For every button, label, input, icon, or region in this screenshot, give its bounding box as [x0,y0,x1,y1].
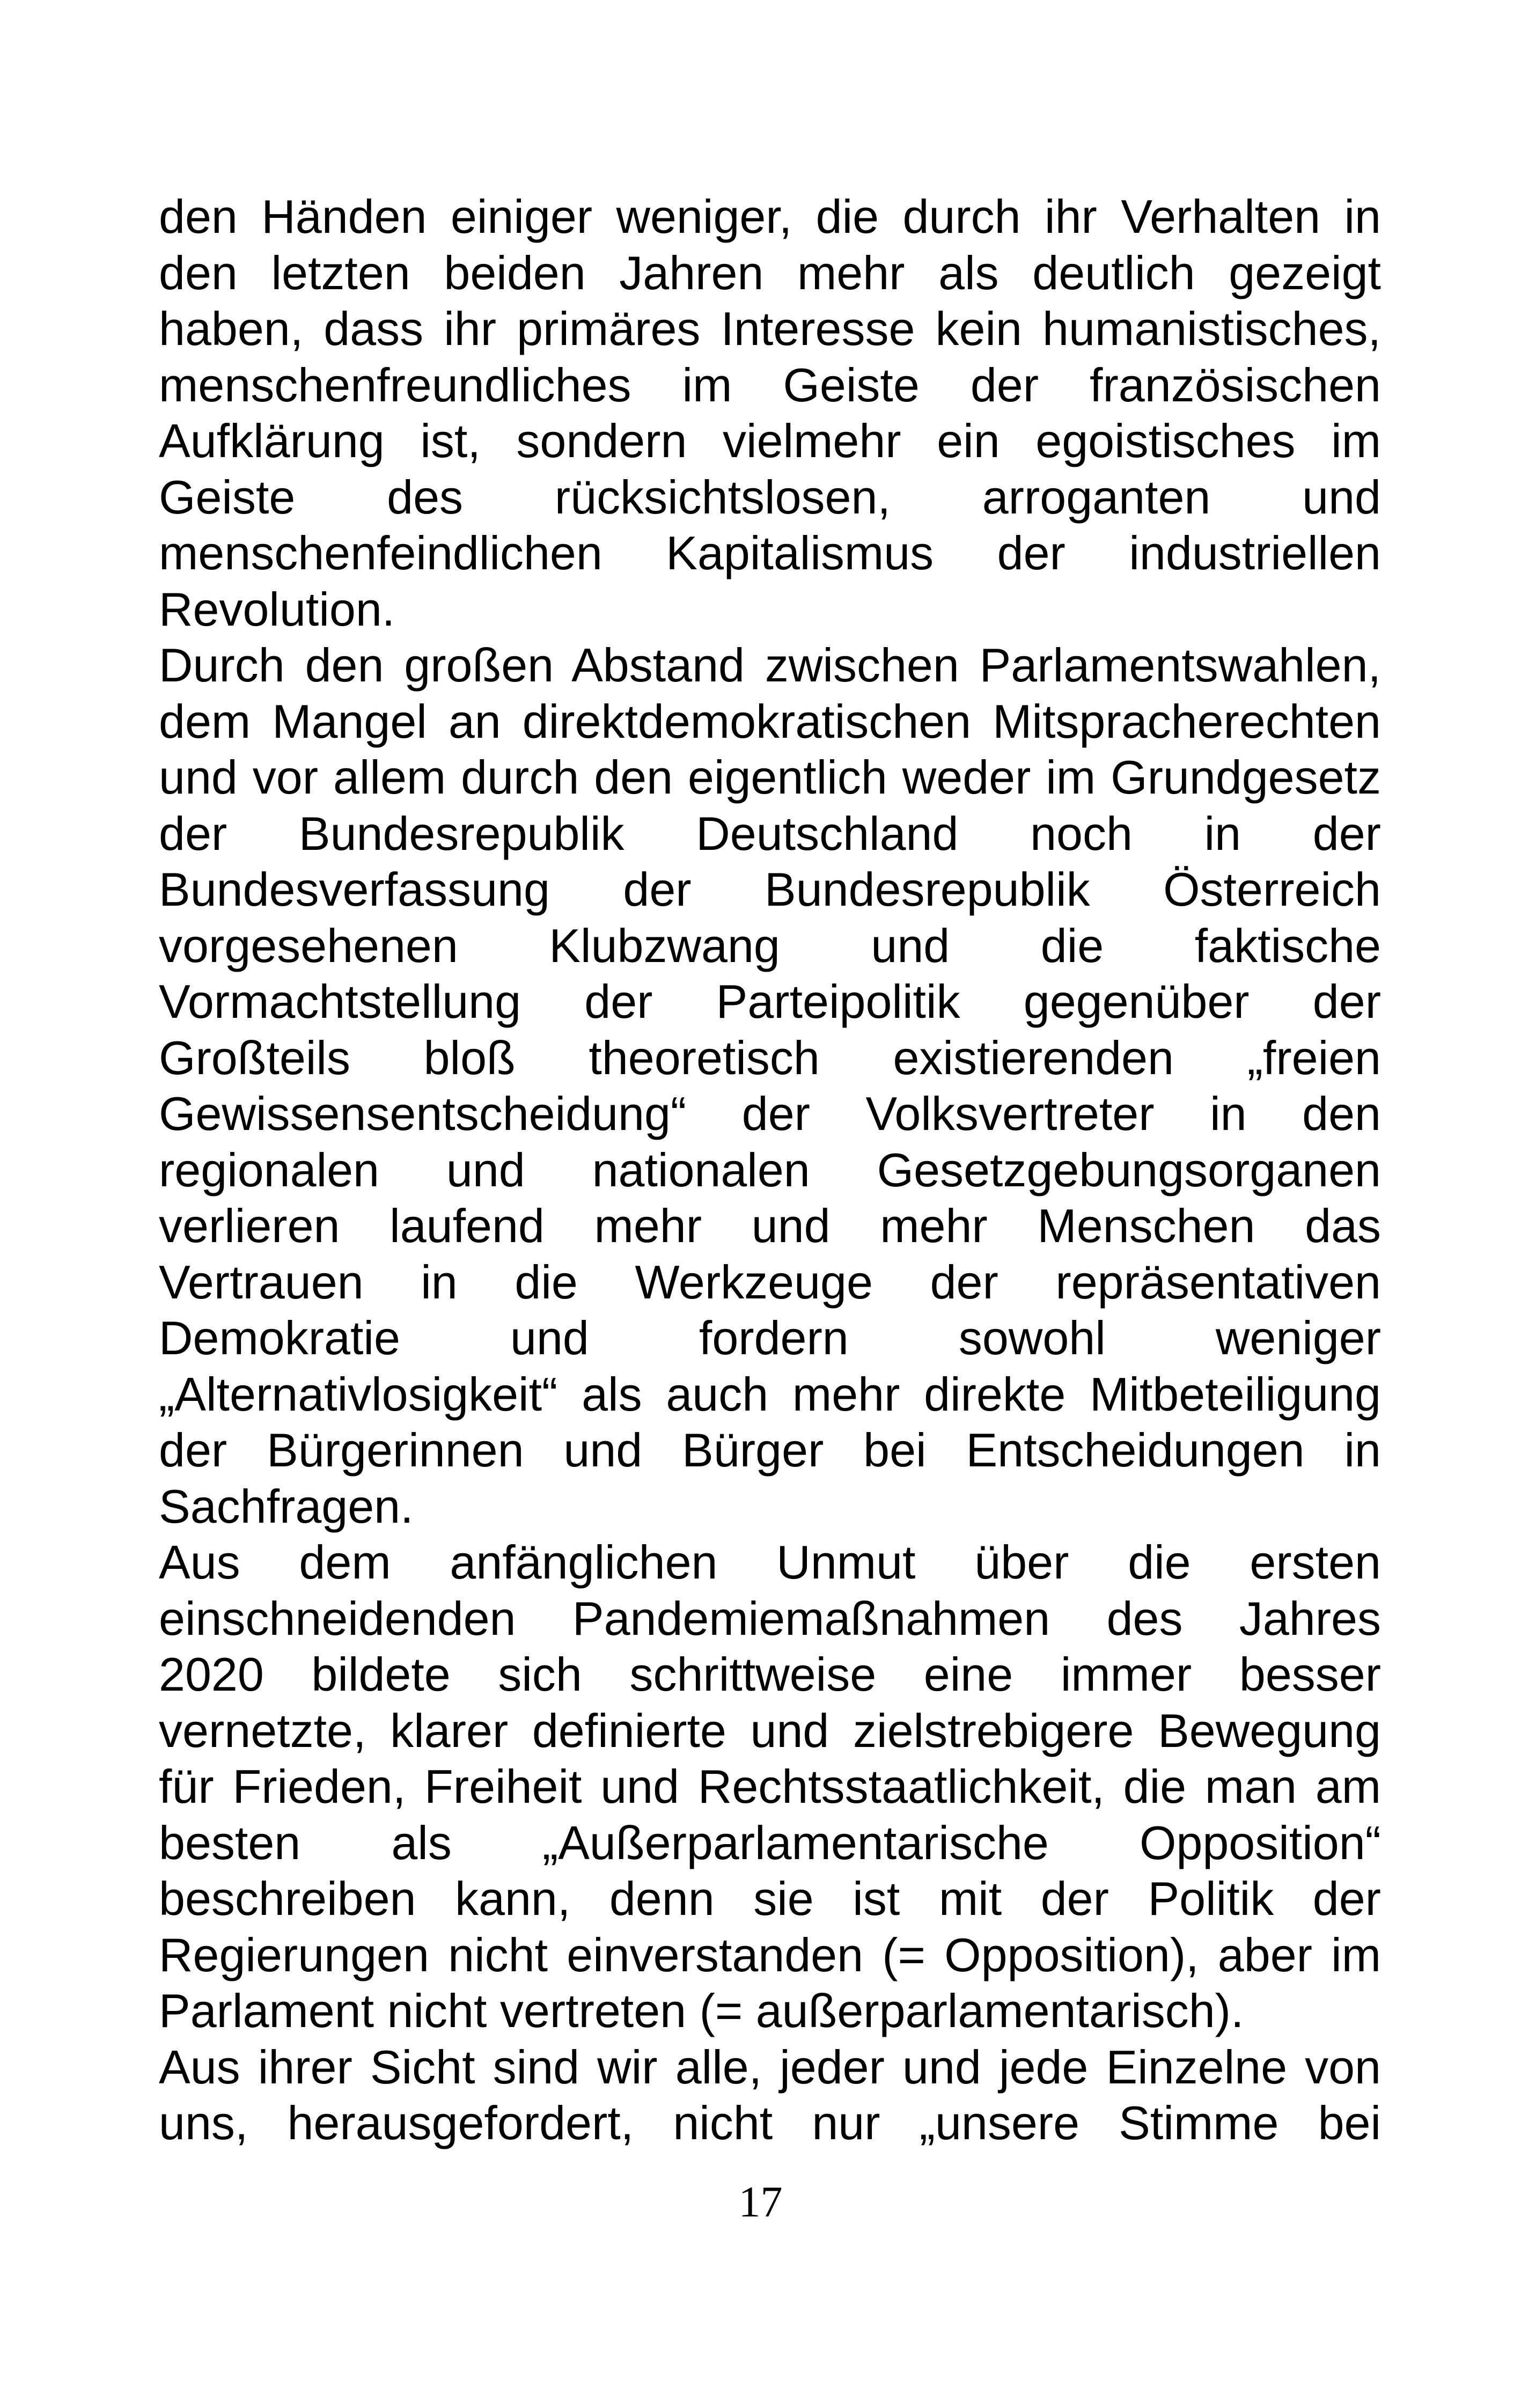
text-line: 2020 bildete sich schrittweise eine immer besser [159,1648,1381,1701]
page-number: 17 [738,2177,783,2226]
text-line: Aus dem anfänglichen Unmut über die ersten [159,1536,1381,1589]
text-line: der Bundesrepublik Deutschland noch in der [159,806,1381,860]
text-line: vorgesehenen Klubzwang und die faktische [159,919,1381,972]
text-line: Bundesverfassung der Bundesrepublik Österreich [159,863,1381,916]
text-line: Vertrauen in die Werkzeuge der repräsentativen [159,1255,1381,1309]
text-line: besten als „Außerparlamentarische Opposition“ [159,1816,1381,1869]
text-line: uns, herausgefordert, nicht nur „unsere Stimme bei [159,2096,1381,2149]
text-line: Geiste des rücksichtslosen, arroganten und [159,470,1381,524]
text-line: Aus ihrer Sicht sind wir alle, jeder und jede Einzelne von [159,2040,1381,2094]
text-line: Regierungen nicht einverstanden (= Opposition), aber im [159,1928,1381,1981]
text-line: den Händen einiger weniger, die durch ihr Verhalten in [159,190,1381,243]
text-line: beschreiben kann, denn sie ist mit der Politik der [159,1872,1381,1925]
text-line: Großteils bloß theoretisch existierenden „freien [159,1031,1381,1084]
text-line: den letzten beiden Jahren mehr als deutlich gezeigt [159,246,1381,299]
text-line: Sachfragen. [159,1479,414,1533]
text-line: und vor allem durch den eigentlich weder im Grundgesetz [159,751,1381,804]
text-line: menschenfeindlichen Kapitalismus der industriellen [159,526,1381,579]
text-line: Gewissensentscheidung“ der Volksvertreter in den [159,1087,1381,1140]
text-line: „Alternativlosigkeit“ als auch mehr direkte Mitbeteiligung [159,1367,1381,1421]
text-line: einschneidenden Pandemiemaßnahmen des Jahres [159,1591,1381,1645]
paragraph [159,189,1381,637]
text-line: vernetzte, klarer definierte und zielstrebigere Bewegung [159,1704,1381,1757]
text-line: Revolution. [159,582,395,636]
text-line: verlieren laufend mehr und mehr Menschen das [159,1199,1381,1252]
text-line: regionalen und nationalen Gesetzgebungsorganen [159,1143,1381,1196]
text-line: für Frieden, Freiheit und Rechtsstaatlichkeit, die man am [159,1760,1381,1813]
body-text [159,189,1381,2152]
text-line: menschenfreundliches im Geiste der französischen [159,358,1381,412]
paragraph [159,637,1381,1535]
text-line: dem Mangel an direktdemokratischen Mitspracherechten [159,694,1381,748]
text-line: der Bürgerinnen und Bürger bei Entscheidungen in [159,1423,1381,1477]
paragraph [159,2039,1381,2152]
text-line: Parlament nicht vertreten (= außerparlamentarisch). [159,1984,1244,2037]
text-line: haben, dass ihr primäres Interesse kein humanistisches, [159,302,1381,355]
text-line: Durch den großen Abstand zwischen Parlamentswahlen, [159,638,1381,692]
text-line: Vormachtstellung der Parteipolitik gegenüber der [159,975,1381,1028]
text-line: Demokratie und fordern sowohl weniger [159,1311,1381,1364]
paragraph [159,1535,1381,2039]
text-line: Aufklärung ist, sondern vielmehr ein egoistisches im [159,414,1381,467]
